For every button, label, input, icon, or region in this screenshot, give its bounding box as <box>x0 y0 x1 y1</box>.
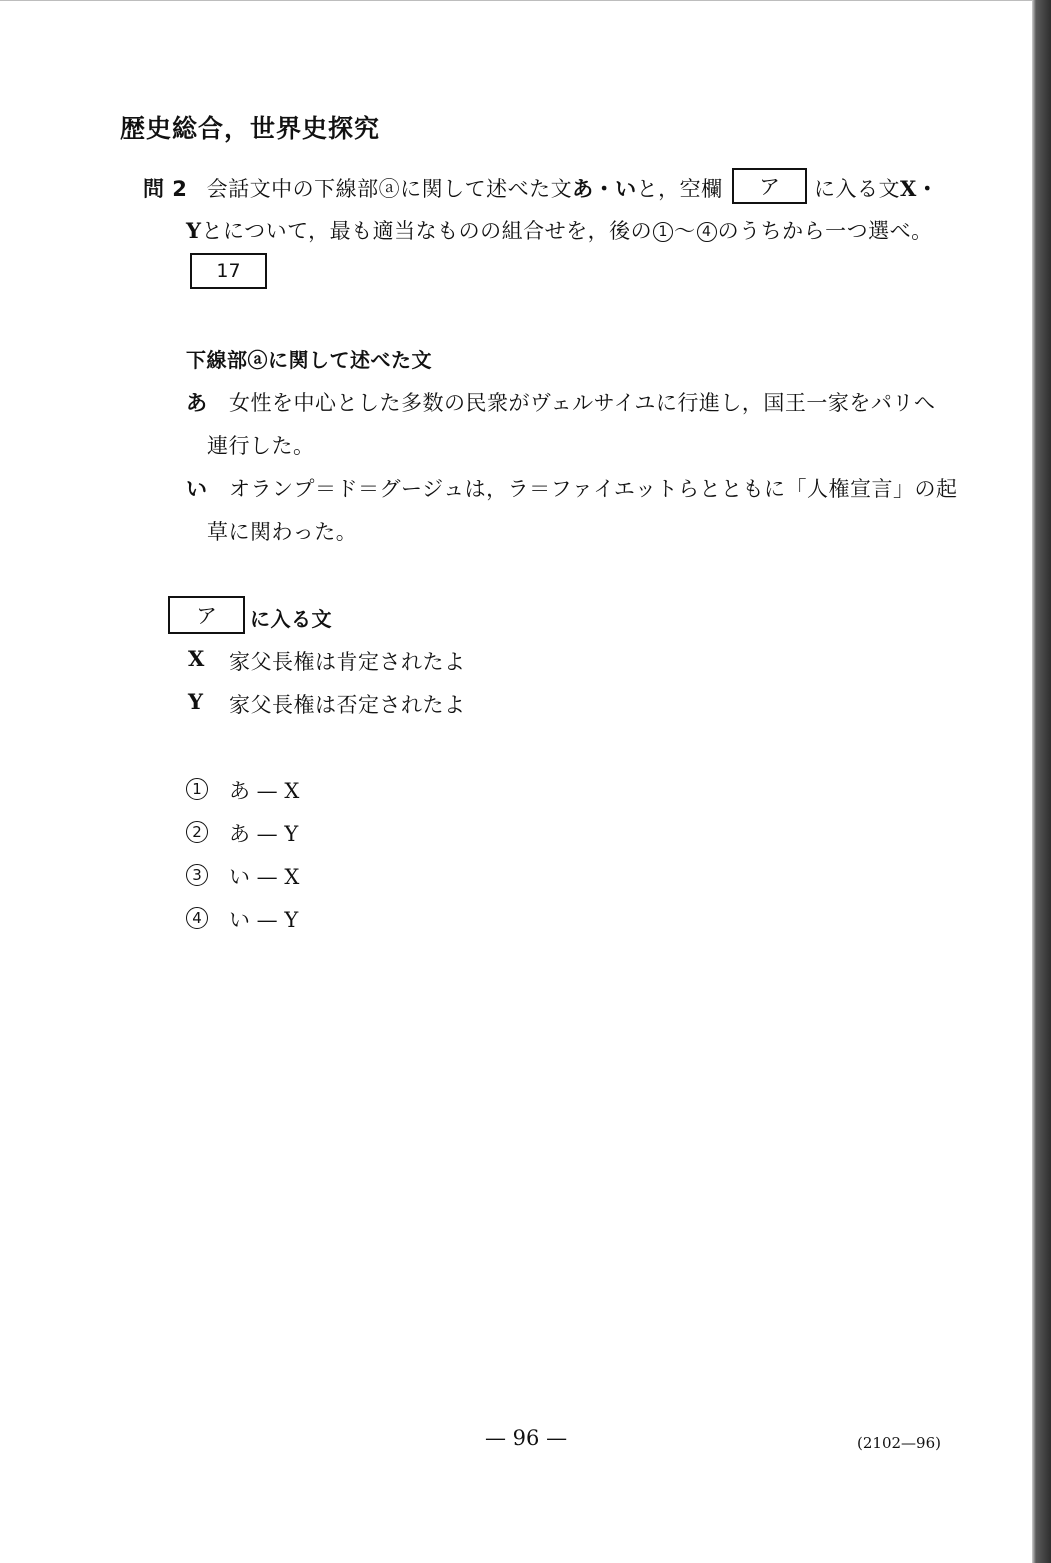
range-to-number: 4 <box>697 222 717 242</box>
range-from-number: 1 <box>653 222 673 242</box>
question-line-1-tail <box>814 173 938 203</box>
question-text-1c: と，空欄 <box>636 177 723 201</box>
choice-1-number[interactable]: 1 <box>186 778 208 800</box>
exam-code: (2102—96) <box>857 1434 941 1452</box>
statement-a-line-1: 女性を中心とした多数の民衆がヴェルサイユに行進し，国王一家をパリへ <box>229 391 936 415</box>
viewer-edge-shadow <box>1032 0 1051 1563</box>
choice-2-number[interactable]: 2 <box>186 821 208 843</box>
choice-4-text[interactable]: い — Y <box>229 908 299 932</box>
question-text-2b: とについて，最も適当なものの組合せを，後の <box>201 219 653 243</box>
subsection-2-heading: に入る文 <box>250 607 332 631</box>
blank-box-a-heading-label: ア <box>196 604 217 628</box>
question-label: 問 2 <box>143 177 188 201</box>
question-text-1d: に入る文 <box>814 177 900 201</box>
page-number: — 96 — <box>485 1426 568 1450</box>
statement-a-line-2: 連行した。 <box>207 434 315 458</box>
choice-1-text[interactable]: あ — X <box>229 779 300 803</box>
sentence-y-marker: Y <box>188 689 204 714</box>
choice-2-text[interactable]: あ — Y <box>229 822 299 846</box>
choice-3-number[interactable]: 3 <box>186 864 208 886</box>
question-line-1 <box>143 173 723 203</box>
subsection-1-heading: 下線部ⓐに関して述べた文 <box>186 348 432 372</box>
question-text-2c: のうちから一つ選べ。 <box>717 219 933 243</box>
question-statement-markers: あ・い <box>572 177 637 201</box>
question-line-2 <box>186 215 933 245</box>
section-title: 歴史総合，世界史探究 <box>120 114 381 143</box>
statement-i-line-1: オランプ＝ド＝グージュは，ラ＝ファイエットらとともに「人権宣言」の起 <box>229 477 958 501</box>
sentence-y-text: 家父長権は否定されたよ <box>229 693 466 717</box>
question-text-1e: X・ <box>900 176 939 201</box>
blank-box-a-heading <box>168 596 245 634</box>
statement-i-line-2: 草に関わった。 <box>207 520 358 544</box>
answer-box <box>190 253 267 289</box>
answer-box-number: 17 <box>216 260 241 282</box>
blank-box-a-label: ア <box>759 175 780 199</box>
question-text-2a: Y <box>186 218 202 243</box>
choice-4-number[interactable]: 4 <box>186 907 208 929</box>
blank-box-a <box>732 168 807 204</box>
choice-3-text[interactable]: い — X <box>229 865 300 889</box>
statement-i-marker: い <box>186 477 208 501</box>
statement-a-marker: あ <box>186 391 208 415</box>
question-text-1a: 会話文中の下線部ⓐに関して述べた文 <box>206 177 573 201</box>
sentence-x-marker: X <box>188 646 205 671</box>
sentence-x-text: 家父長権は肯定されたよ <box>229 650 466 674</box>
range-separator: ～ <box>674 219 696 243</box>
